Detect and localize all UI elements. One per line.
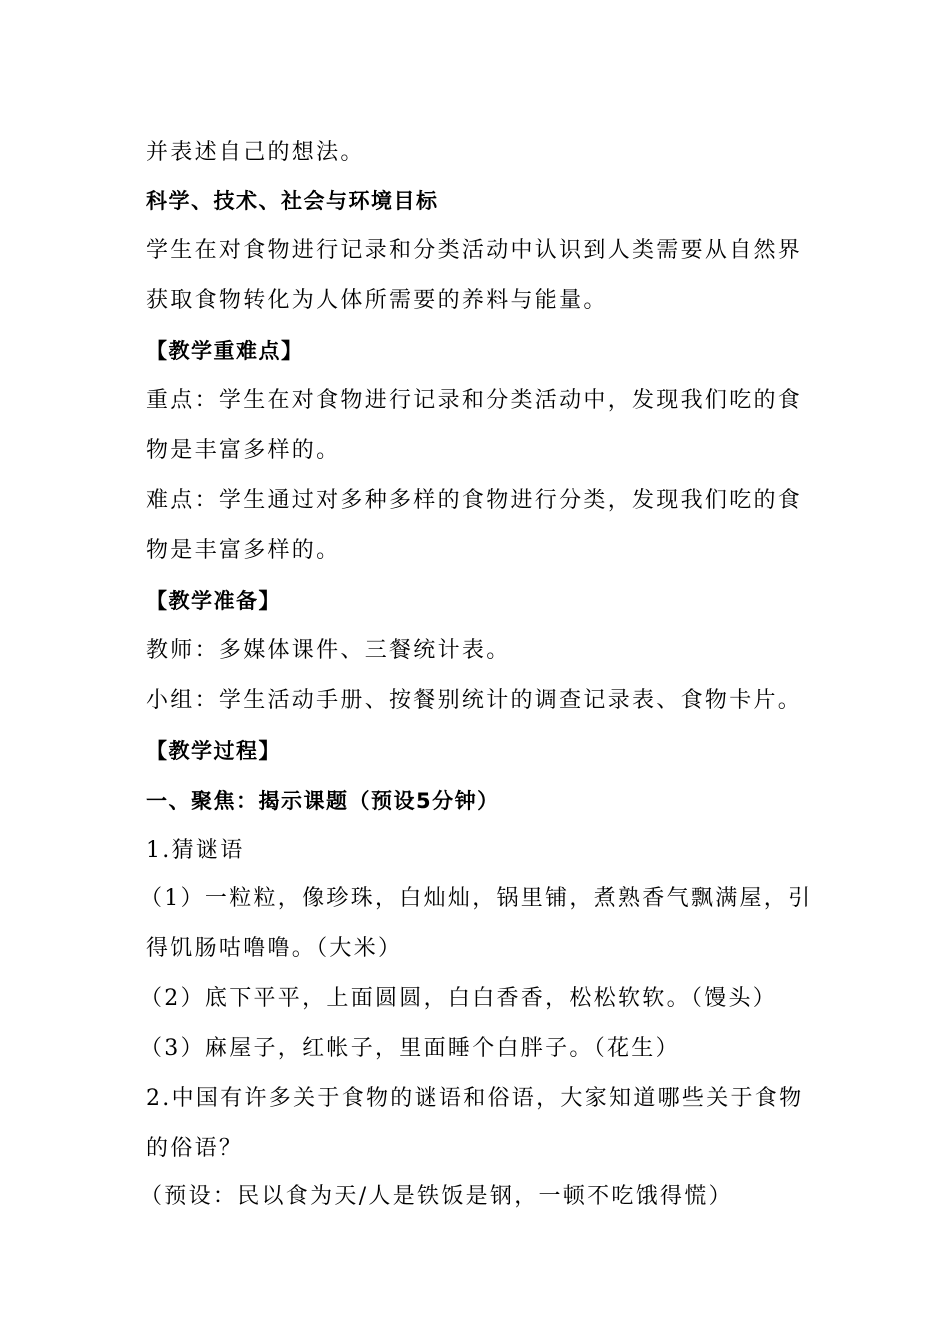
section-heading: 【教学重难点】 — [146, 339, 304, 363]
text-line: 并表述自己的想法。 — [146, 140, 365, 165]
text-line: 2.中国有许多关于食物的谜语和俗语，大家知道哪些关于食物 — [146, 1086, 804, 1111]
section-heading: 【教学过程】 — [146, 739, 281, 763]
text-line: （3）麻屋子，红帐子，里面睡个白胖子。（花生） — [140, 1036, 680, 1061]
section-heading: 【教学准备】 — [146, 589, 281, 613]
text-line: （1）一粒粒，像珍珠，白灿灿，锅里铺，煮熟香气飘满屋，引 — [140, 886, 813, 911]
section-heading: 一、聚焦：揭示课题（预设5分钟） — [146, 789, 500, 813]
text-line: 教师：多媒体课件、三餐统计表。 — [146, 638, 511, 663]
text-line: 难点：学生通过对多种多样的食物进行分类，发现我们吃的食 — [146, 488, 803, 513]
text-line: 得饥肠咕噜噜。（大米） — [146, 936, 403, 961]
text-line: 的俗语？ — [146, 1136, 244, 1161]
text-line: 1.猜谜语 — [146, 838, 245, 863]
text-line: 获取食物转化为人体所需要的养料与能量。 — [146, 288, 608, 313]
text-line: 学生在对食物进行记录和分类活动中认识到人类需要从自然界 — [146, 238, 803, 263]
text-line: （2）底下平平，上面圆圆，白白香香，松松软软。（馒头） — [140, 986, 778, 1011]
section-heading: 科学、技术、社会与环境目标 — [146, 189, 439, 213]
text-line: 小组：学生活动手册、按餐别统计的调查记录表、食物卡片。 — [146, 688, 803, 713]
text-line: 重点：学生在对食物进行记录和分类活动中，发现我们吃的食 — [146, 388, 803, 413]
text-line: （预设：民以食为天/人是铁饭是钢，一顿不吃饿得慌） — [140, 1184, 733, 1209]
text-line: 物是丰富多样的。 — [146, 538, 341, 563]
text-line: 物是丰富多样的。 — [146, 438, 341, 463]
